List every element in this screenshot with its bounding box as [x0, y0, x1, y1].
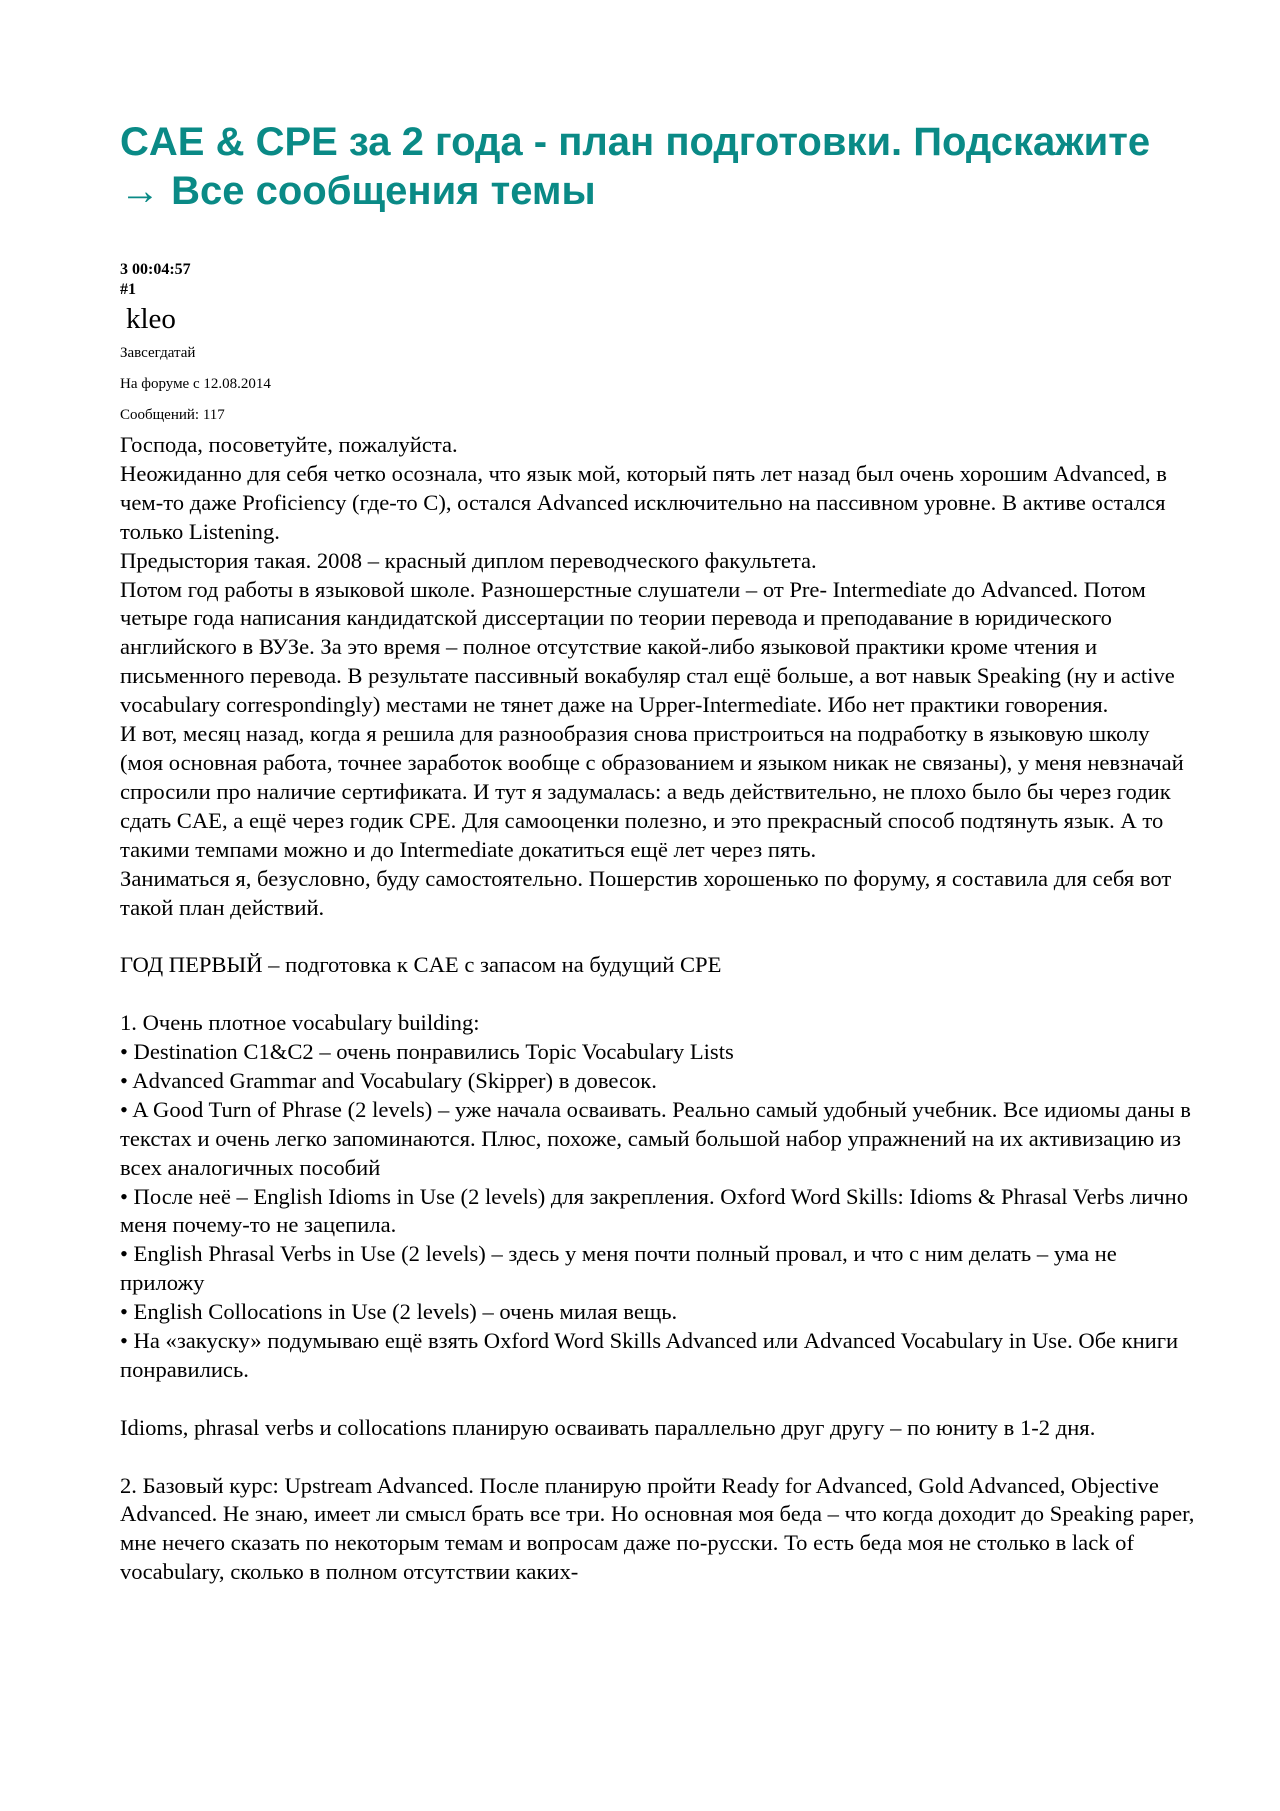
post-datetime: 3 00:04:57	[120, 261, 191, 278]
list-item: • English Collocations in Use (2 levels) – очень милая вещь.	[120, 1299, 678, 1325]
author-rank: Завсегдатай	[120, 345, 196, 361]
author-joined: На форуме с 12.08.2014	[120, 376, 271, 392]
list-item: • A Good Turn of Phrase (2 levels) – уже начала осваивать. Реально самый удобный учебник. Все идиомы даны в текстах и очень легко запоминаются. Плюс, похоже, самый большой набор упражнений на их активизацию из всех аналогичных пособий	[120, 1096, 1191, 1180]
list-item: • На «закуску» подумываю ещё взять Oxford Word Skills Advanced или Advanced Vocabulary in Use. Обе книги понравились.	[120, 1328, 1179, 1382]
post-paragraph: Предыстория такая. 2008 – красный диплом переводческого факультета.	[120, 547, 817, 573]
post-paragraph: Заниматься я, безусловно, буду самостоятельно. Пошерстив хорошенько по форуму, я составила для себя вот такой план действий.	[120, 865, 1172, 920]
paragraph-gap	[120, 1385, 1195, 1414]
list-item: • Destination C1&C2 – очень понравились Topic Vocabulary Lists	[120, 1039, 734, 1064]
post-paragraph: ГОД ПЕРВЫЙ – подготовка к CAE с запасом на будущий CPE	[120, 952, 722, 978]
page-title: CAE & CPE за 2 года - план подготовки. Подскажите → Все сообщения темы	[120, 120, 1151, 213]
author-messages: Сообщений: 117	[120, 407, 225, 423]
list-item: • English Phrasal Verbs in Use (2 levels) – здесь у меня почти полный провал, и что с ним делать – ума не приложу	[120, 1241, 1117, 1296]
post-paragraph: 1. Очень плотное vocabulary building:	[120, 1010, 480, 1036]
paragraph-gap	[120, 922, 1195, 951]
post-paragraph: Неожиданно для себя четко осознала, что язык мой, который пять лет назад был очень хорошим Advanced, в чем-то даже Proficiency (где-то C), остался Advanced исключительно на пассивном уровне. В активе остался только Listening.	[120, 460, 1167, 544]
list-item: • После неё – English Idioms in Use (2 levels) для закрепления. Oxford Word Skills: Idioms & Phrasal Verbs лично меня почему-то не зацепила.	[120, 1183, 1189, 1238]
list-item: • Advanced Grammar and Vocabulary (Skipper) в довесок.	[120, 1067, 657, 1093]
post-number: #1	[120, 281, 136, 298]
paragraph-gap	[120, 1443, 1195, 1472]
post-body	[120, 431, 1195, 1587]
author-name[interactable]: kleo	[126, 303, 176, 335]
post-paragraph: Idioms, phrasal verbs и collocations планирую осваивать параллельно друг другу – по юниту в 1-2 дня.	[120, 1414, 1096, 1440]
post-paragraph: И вот, месяц назад, когда я решила для разнообразия снова пристроиться на подработку в языковую школу (моя основная работа, точнее заработок вообще с образованием и языком никак не связаны), у меня невзначай спросили про наличие сертификата. И тут я задумалась: а ведь действительно, не плохо было бы через годик сдать CAE, а ещё через годик CPE. Для самооценки полезно, и это прекрасный способ подтянуть язык. А то такими темпами можно и до Intermediate докатиться ещё лет через пять.	[120, 721, 1184, 862]
post-paragraph: Господа, посоветуйте, пожалуйста.	[120, 432, 458, 457]
post-meta	[120, 260, 1195, 424]
paragraph-gap	[120, 980, 1195, 1009]
post-paragraph: 2. Базовый курс: Upstream Advanced. После планирую пройти Ready for Advanced, Gold Advanced, Objective Advanced. Не знаю, имеет ли смысл брать все три. Но основная моя беда – что когда доходит до Speaking paper, мне нечего сказать по некоторым темам и вопросам даже по-русски. То есть беда моя не столько в lack of vocabulary, сколько в полном отсутствии каких-	[120, 1472, 1195, 1585]
forum-post-page	[120, 118, 1195, 1587]
post-paragraph: Потом год работы в языковой школе. Разношерстные слушатели – от Pre- Intermediate до Advanced. Потом четыре года написания кандидатской диссертации по теории перевода и преподавание в юридического английского в ВУЗе. За это время – полное отсутствие какой-либо языковой практики кроме чтения и письменного перевода. В результате пассивный вокабуляр стал ещё больше, а вот навык Speaking (ну и active vocabulary correspondingly) местами не тянет даже на Upper-Intermediate. Ибо нет практики говорения.	[120, 576, 1175, 718]
